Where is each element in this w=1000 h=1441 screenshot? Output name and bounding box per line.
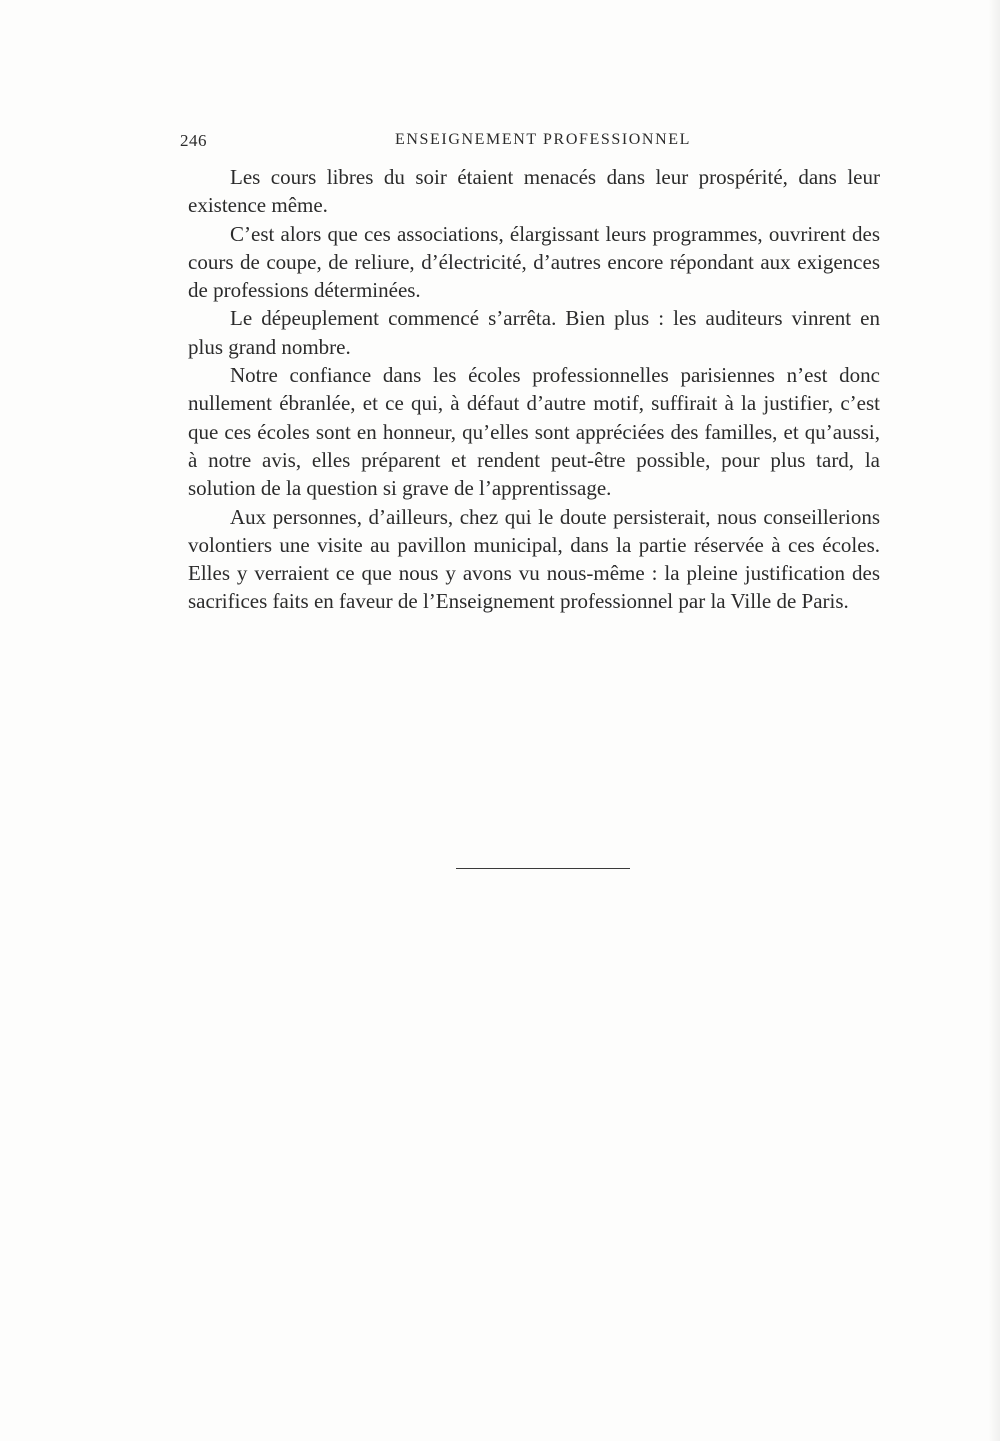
paragraph: Les cours libres du soir étaient menacés dans leur prospérité, dans leur existence même. [188,165,880,218]
paragraph: Notre confiance dans les écoles professionnelles parisiennes n’est donc nullement ébranlée, et ce qui, à défaut d’autre motif, suffirait à la justifier, c’est que ces écoles sont en honneur, qu’elles sont appréciées des familles, et qu’aussi, à notre avis, elles préparent et rendent peut-être possible, pour plus tard, la solution de la question si grave de l’apprentissage. [188,363,880,501]
running-head [180,131,885,155]
body-text [188,163,880,616]
paragraph: C’est alors que ces associations, élargissant leurs programmes, ouvrirent des cours de coupe, de reliure, d’électricité, d’autres encore répondant aux exigences de professions déterminées. [188,221,880,303]
running-title: ENSEIGNEMENT PROFESSIONNEL [395,131,691,148]
section-end-rule [456,868,630,869]
page-edge-shadow [988,0,1000,1441]
paragraph: Le dépeuplement commencé s’arrêta. Bien plus : les auditeurs vinrent en plus grand nombre. [188,306,880,359]
paragraph: Aux personnes, d’ailleurs, chez qui le doute persisterait, nous conseillerions volontiers une visite au pavillon municipal, dans la partie réservée à ces écoles. Elles y verraient ce que nous y avons vu nous-même : la pleine justification des sacrifices faits en faveur de l’Enseignement professionnel par la Ville de Paris. [188,504,880,614]
page-number: 246 [180,131,207,150]
